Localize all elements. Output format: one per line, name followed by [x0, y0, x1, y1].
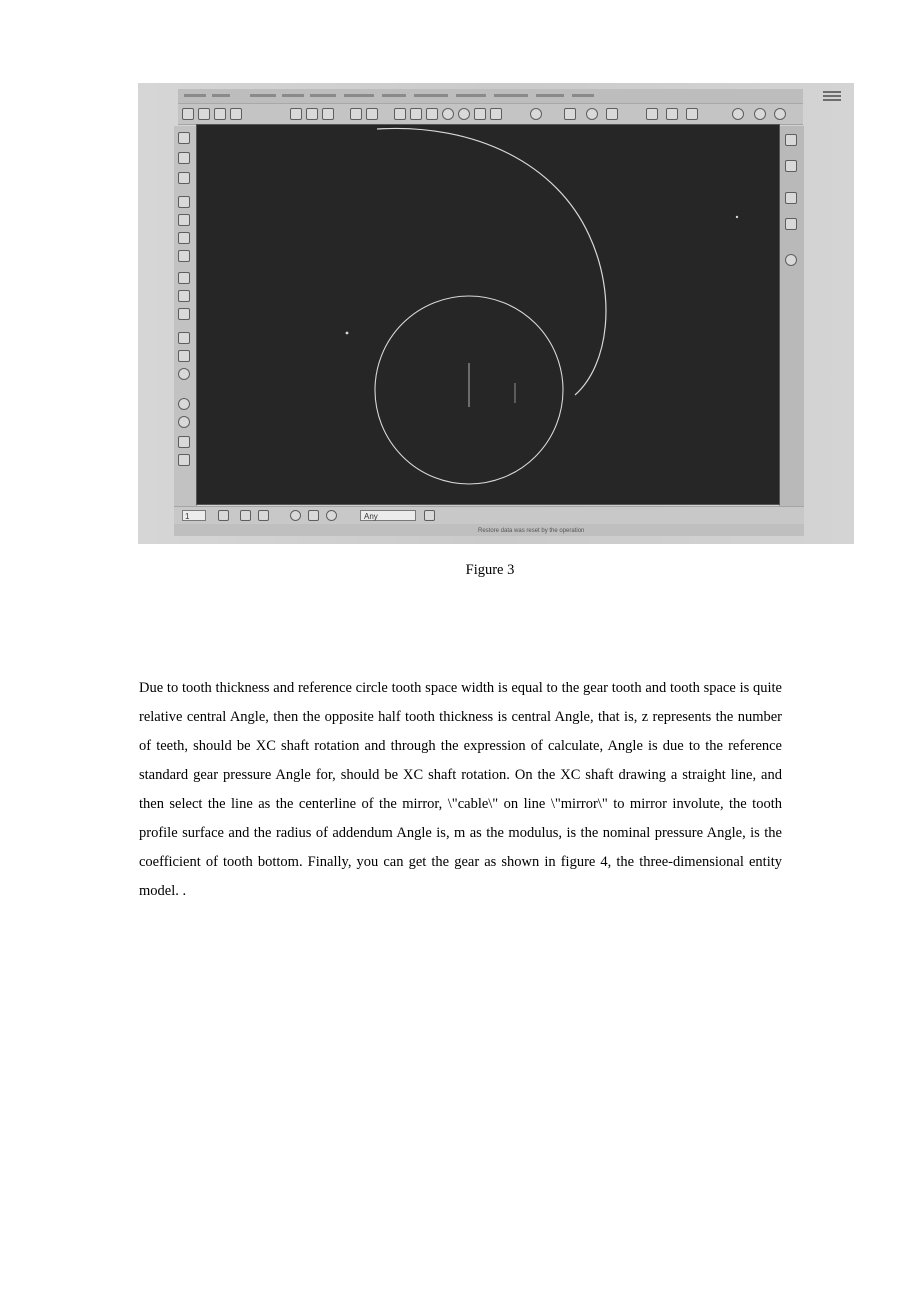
render-icon: [530, 108, 542, 120]
zoom-window-icon: [426, 108, 438, 120]
point-marker: [736, 216, 738, 218]
menu-item: [456, 94, 486, 97]
snap-icon: [326, 510, 337, 521]
surface-icon: [178, 454, 190, 466]
involute-curve: [377, 128, 606, 395]
rotate-icon: [458, 108, 470, 120]
shade-icon: [586, 108, 598, 120]
curve-icon: [178, 250, 190, 262]
fit-view-icon: [394, 108, 406, 120]
viewport-canvas: [197, 125, 779, 504]
feature-icon: [178, 308, 190, 320]
magnify-icon: [442, 108, 454, 120]
figure-caption: Figure 3: [465, 562, 515, 578]
surface-icon: [178, 398, 190, 410]
solid-icon: [178, 368, 190, 380]
sketch-icon: [178, 132, 190, 144]
print-icon: [230, 108, 242, 120]
undo-icon: [350, 108, 362, 120]
layer-select: 1: [182, 510, 206, 521]
menu-item: [344, 94, 374, 97]
sketch-icon: [178, 152, 190, 164]
cad-graphics-viewport: [196, 124, 780, 505]
settings-icon: [774, 108, 786, 120]
cad-left-toolbar: [174, 126, 197, 506]
info-icon: [686, 108, 698, 120]
cad-menubar: [178, 89, 803, 104]
menu-item: [572, 94, 594, 97]
surface-icon: [178, 416, 190, 428]
copy-icon: [306, 108, 318, 120]
curve-icon: [178, 232, 190, 244]
resource-icon: [785, 192, 797, 204]
menu-item: [382, 94, 406, 97]
menu-item: [494, 94, 528, 97]
status-message: Restore data was reset by the operation: [478, 528, 585, 534]
display-icon: [606, 108, 618, 120]
filter-icon: [424, 510, 435, 521]
cad-right-toolbar: [779, 126, 804, 508]
sketch-icon: [178, 172, 190, 184]
surface-icon: [178, 436, 190, 448]
select-icon: [258, 510, 269, 521]
cut-icon: [290, 108, 302, 120]
feature-icon: [178, 290, 190, 302]
delete-icon: [322, 108, 334, 120]
snap-icon: [308, 510, 319, 521]
layer-settings-icon: [218, 510, 229, 521]
body-paragraph: Due to tooth thickness and reference circle tooth space width is equal to the gear tooth and tooth space is quite relative central Angle, then the opposite half tooth thickness is central Angle, that is, z represents the number of teeth, should be XC shaft rotation and through the expression of calculate, Angle is due to the reference standard gear pressure Angle for, should be XC shaft rotation. On the XC shaft drawing a straight line, and then select the line as the centerline of the mirror, \"cable\" on line \"mirror\" to mirror involute, the tooth profile surface and the radius of addendum Angle is, m as the modulus, is the nominal pressure Angle, is the coefficient of tooth bottom. Finally, you can get the gear as shown in figure 4, the three-dimensional entity model. .: [139, 680, 782, 899]
menu-item: [212, 94, 230, 97]
layer-icon: [564, 108, 576, 120]
resource-icon: [785, 160, 797, 172]
settings-icon: [732, 108, 744, 120]
window-controls: [823, 91, 841, 101]
selection-filter-select: Any: [360, 510, 416, 521]
redo-icon: [366, 108, 378, 120]
select-icon: [240, 510, 251, 521]
point-marker: [346, 332, 349, 335]
curve-icon: [178, 214, 190, 226]
open-file-icon: [198, 108, 210, 120]
analysis-icon: [646, 108, 658, 120]
resource-icon: [785, 134, 797, 146]
zoom-icon: [410, 108, 422, 120]
settings-icon: [754, 108, 766, 120]
feature-icon: [178, 272, 190, 284]
history-icon: [785, 254, 797, 266]
menu-item: [536, 94, 564, 97]
solid-icon: [178, 350, 190, 362]
figure-3-screenshot: [138, 83, 854, 544]
resource-icon: [785, 218, 797, 230]
menu-item: [282, 94, 304, 97]
cad-selection-bar: [174, 506, 804, 525]
measure-icon: [666, 108, 678, 120]
cad-main-toolbar: [178, 104, 803, 125]
menu-item: [250, 94, 276, 97]
menu-item: [414, 94, 448, 97]
new-file-icon: [182, 108, 194, 120]
pan-icon: [474, 108, 486, 120]
menu-item: [184, 94, 206, 97]
solid-icon: [178, 332, 190, 344]
menu-item: [310, 94, 336, 97]
snap-icon: [290, 510, 301, 521]
curve-icon: [178, 196, 190, 208]
perspective-icon: [490, 108, 502, 120]
save-icon: [214, 108, 226, 120]
